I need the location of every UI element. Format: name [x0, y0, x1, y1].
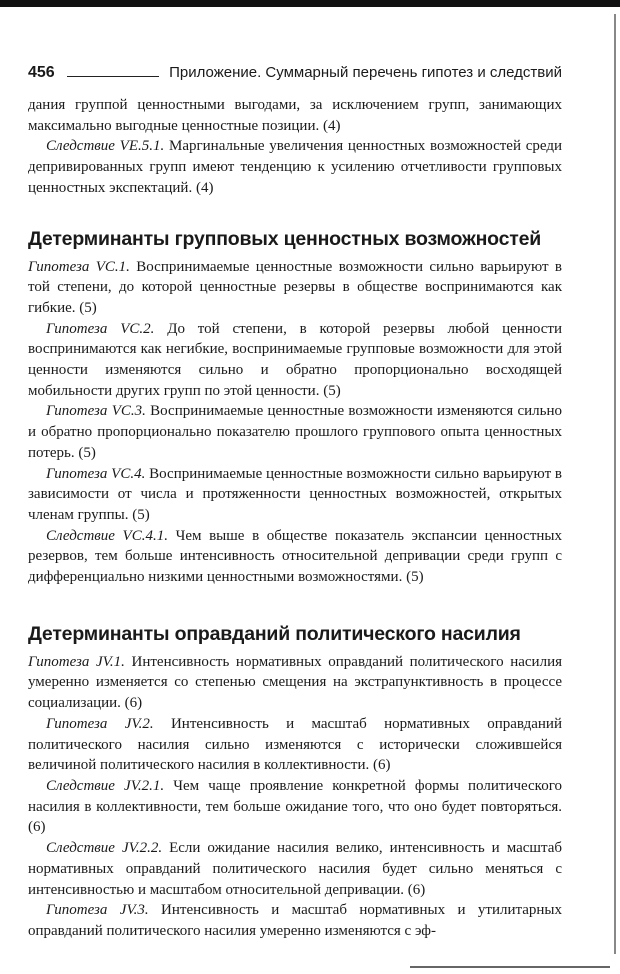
section-heading-justifications: Детерминанты оправданий политического насилия — [28, 622, 521, 645]
item-text: Чем выше в обществе показатель экспансии ценностных резервов, тем больше интенсивность относительной депривации среди групп с дифференциально низкими ценностными возможностями. (5) — [28, 527, 562, 586]
item-text: Интенсивность нормативных оправданий политического насилия умеренно изменяется со степенью смещения на экстрапунктивность в процессе социализации. (6) — [28, 653, 562, 712]
item-text: Воспринимаемые ценностные возможности сильно варьируют в той степени, до которой ценностные резервы в обществе воспринимаются как гибкие. (5) — [28, 258, 563, 316]
header-divider — [67, 76, 159, 77]
paragraph-jv-3 — [28, 900, 562, 941]
item-label: Следствие VE.5.1. — [46, 138, 165, 155]
right-border — [614, 14, 616, 954]
continuation-paragraph: дания группой ценностными выгодами, за исключением групп, занимающих максимально выгодные ценностные позиции. (4) — [28, 97, 562, 134]
item-text: Интенсивность и масштаб нормативных и утилитарных оправданий политического насилия умеренно изменяются с эф- — [28, 902, 562, 939]
item-label: Гипотеза JV.1. — [28, 653, 125, 670]
item-label: Следствие VC.4.1. — [46, 527, 168, 544]
page-header — [28, 60, 562, 82]
item-label: Гипотеза VC.2. — [46, 320, 155, 337]
running-head: Приложение. Суммарный перечень гипотез и следствий — [169, 64, 562, 81]
top-border — [0, 0, 620, 7]
paragraph-jv-1 — [28, 652, 562, 714]
item-label: Следствие JV.2.1. — [46, 777, 165, 794]
item-label: Гипотеза VC.4. — [46, 465, 146, 482]
item-text: До той степени, в которой резервы любой ценности воспринимаются как негибкие, воспринимаемые групповые возможности для этой ценности изменяются сильно и обратно пропорционально восходящей мобильности других групп по этой ценности. (5) — [28, 320, 563, 399]
bottom-border — [410, 966, 610, 968]
item-text: Если ожидание насилия велико, интенсивность и масштаб нормативных оправданий политического насилия будет сильно меняться с интенсивностью и масштабом относительной депривации. (6) — [28, 840, 562, 898]
item-text: Маргинальные увеличения ценностных возможностей среди депривированных групп имеют тенденцию к усилению отчетливости групповых ценностных экспектаций. (4) — [28, 138, 562, 196]
paragraph-vc-3 — [28, 401, 562, 463]
paragraph-ve-5-1 — [28, 136, 562, 198]
paragraph-jv-2 — [28, 714, 562, 776]
page-number: 456 — [28, 64, 55, 81]
paragraph-vc-2 — [28, 319, 562, 402]
item-label: Гипотеза VC.3. — [46, 403, 146, 420]
item-text: Интенсивность и масштаб нормативных оправданий политического насилия сильно изменяются с исторически сложившейся величиной политического насилия в коллективности. (6) — [28, 715, 562, 774]
item-text: Воспринимаемые ценностные возможности сильно варьируют в зависимости от числа и протяженности ценностных возможностей, открытых членам группы. (5) — [28, 465, 562, 523]
item-label: Гипотеза JV.2. — [46, 715, 154, 732]
paragraph-vc-1 — [28, 257, 562, 319]
paragraph-vc-4-1 — [28, 526, 562, 588]
paragraph-jv-2-1 — [28, 776, 562, 838]
paragraph-vc-4 — [28, 464, 562, 526]
item-label: Гипотеза VC.1. — [28, 258, 130, 275]
section-heading-value-capabilities: Детерминанты групповых ценностных возможностей — [28, 227, 542, 250]
item-label: Гипотеза JV.3. — [46, 902, 149, 919]
item-label: Следствие JV.2.2. — [46, 840, 163, 857]
item-text: Чем чаще проявление конкретной формы политического насилия в коллективности, тем больше ожидание того, что оно будет повторяться. (6) — [28, 777, 562, 836]
item-text: Воспринимаемые ценностные возможности изменяются сильно и обратно пропорционально показателю прошлого группового опыта ценностных потерь. (5) — [28, 403, 562, 461]
paragraph-jv-2-2 — [28, 838, 562, 900]
page-body — [28, 95, 562, 942]
